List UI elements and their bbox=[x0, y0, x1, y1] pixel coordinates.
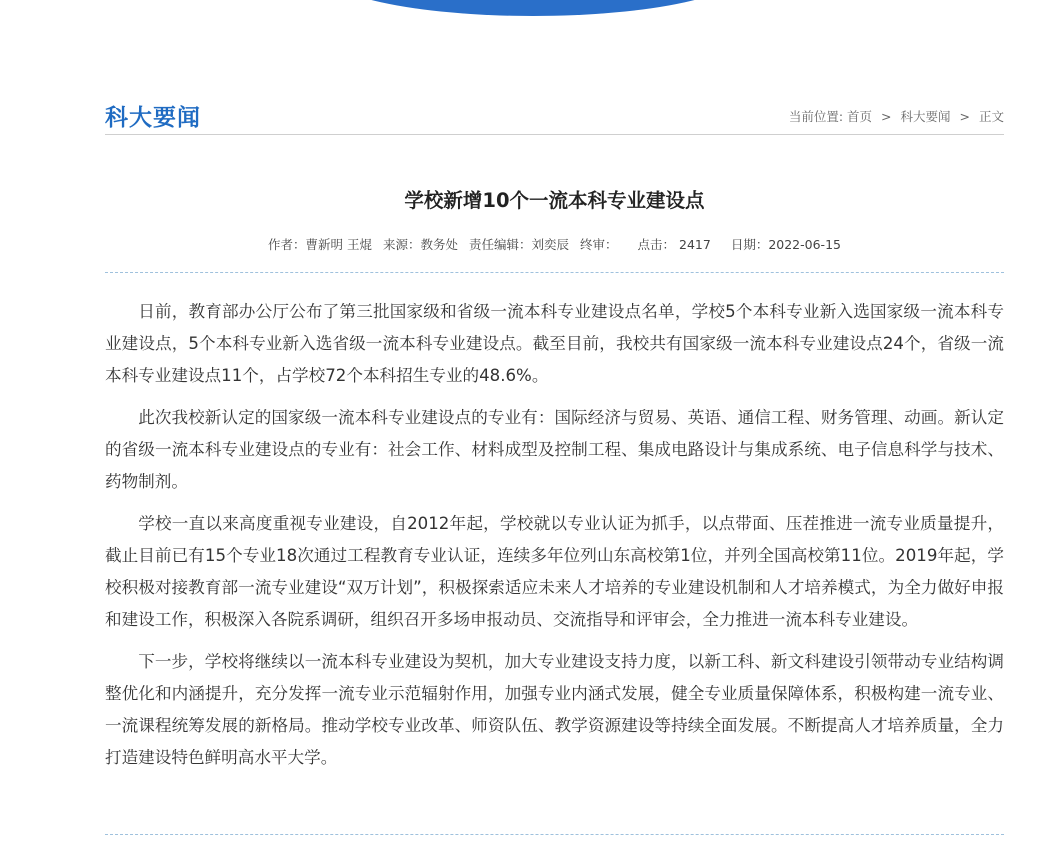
article-paragraph: 学校一直以来高度重视专业建设，自2012年起，学校就以专业认证为抓手，以点带面、压茬推进一流专业质量提升，截止目前已有15个专业18次通过工程教育专业认证，连续多年位列山东高校第1位，并列全国高校第11位。2019年起，学校积极对接教育部一流专业建设“双万计划”，积极探索适应未来人才培养的专业建设机制和人才培养模式，为全力做好申报和建设工作，积极深入各院系调研，组织召开多场申报动员、交流指导和评审会，全力推进一流本科专业建设。 bbox=[105, 514, 1004, 629]
meta-editor: 责任编辑：刘奕辰 bbox=[469, 237, 570, 252]
meta-reviewer: 终审： bbox=[580, 237, 618, 252]
section-header bbox=[105, 96, 1004, 135]
breadcrumb-prefix: 当前位置: bbox=[788, 109, 844, 124]
meta-source: 来源：教务处 bbox=[382, 237, 458, 252]
article-paragraph: 日前，教育部办公厅公布了第三批国家级和省级一流本科专业建设点名单，学校5个本科专业新入选国家级一流本科专业建设点，5个本科专业新入选省级一流本科专业建设点。截至目前，我校共有国家级一流本科专业建设点24个，省级一流本科专业建设点11个，占学校72个本科招生专业的48.6%。 bbox=[105, 302, 1004, 385]
top-banner-arc bbox=[318, 0, 748, 16]
content-end-divider bbox=[105, 834, 1004, 835]
breadcrumb-current: 正文 bbox=[978, 109, 1004, 124]
breadcrumb-separator: > bbox=[959, 109, 970, 124]
meta-author: 作者：曹新明 王焜 bbox=[268, 237, 372, 252]
breadcrumb-home-link[interactable]: 首页 bbox=[847, 109, 873, 124]
article-paragraph: 下一步，学校将继续以一流本科专业建设为契机，加大专业建设支持力度，以新工科、新文科建设引领带动专业结构调整优化和内涵提升，充分发挥一流专业示范辐射作用，加强专业内涵式发展，健全专业质量保障体系，积极构建一流专业、一流课程统筹发展的新格局。推动学校专业改革、师资队伍、教学资源建设等持续全面发展。不断提高人才培养质量，全力打造建设特色鲜明高水平大学。 bbox=[105, 652, 1004, 767]
meta-date: 日期：2022-06-15 bbox=[730, 237, 841, 252]
breadcrumb-separator: > bbox=[881, 109, 892, 124]
breadcrumb bbox=[789, 107, 1004, 125]
meta-divider bbox=[105, 272, 1004, 273]
meta-clicks: 点击： 2417 bbox=[637, 237, 711, 252]
section-title: 科大要闻 bbox=[105, 105, 201, 131]
article-title: 学校新增10个一流本科专业建设点 bbox=[404, 189, 705, 212]
article-meta bbox=[105, 235, 1004, 253]
breadcrumb-news-link[interactable]: 科大要闻 bbox=[900, 109, 951, 124]
article-body bbox=[105, 296, 1004, 784]
article-paragraph: 此次我校新认定的国家级一流本科专业建设点的专业有：国际经济与贸易、英语、通信工程、财务管理、动画。新认定的省级一流本科专业建设点的专业有：社会工作、材料成型及控制工程、集成电路设计与集成系统、电子信息科学与技术、药物制剂。 bbox=[105, 408, 1004, 491]
